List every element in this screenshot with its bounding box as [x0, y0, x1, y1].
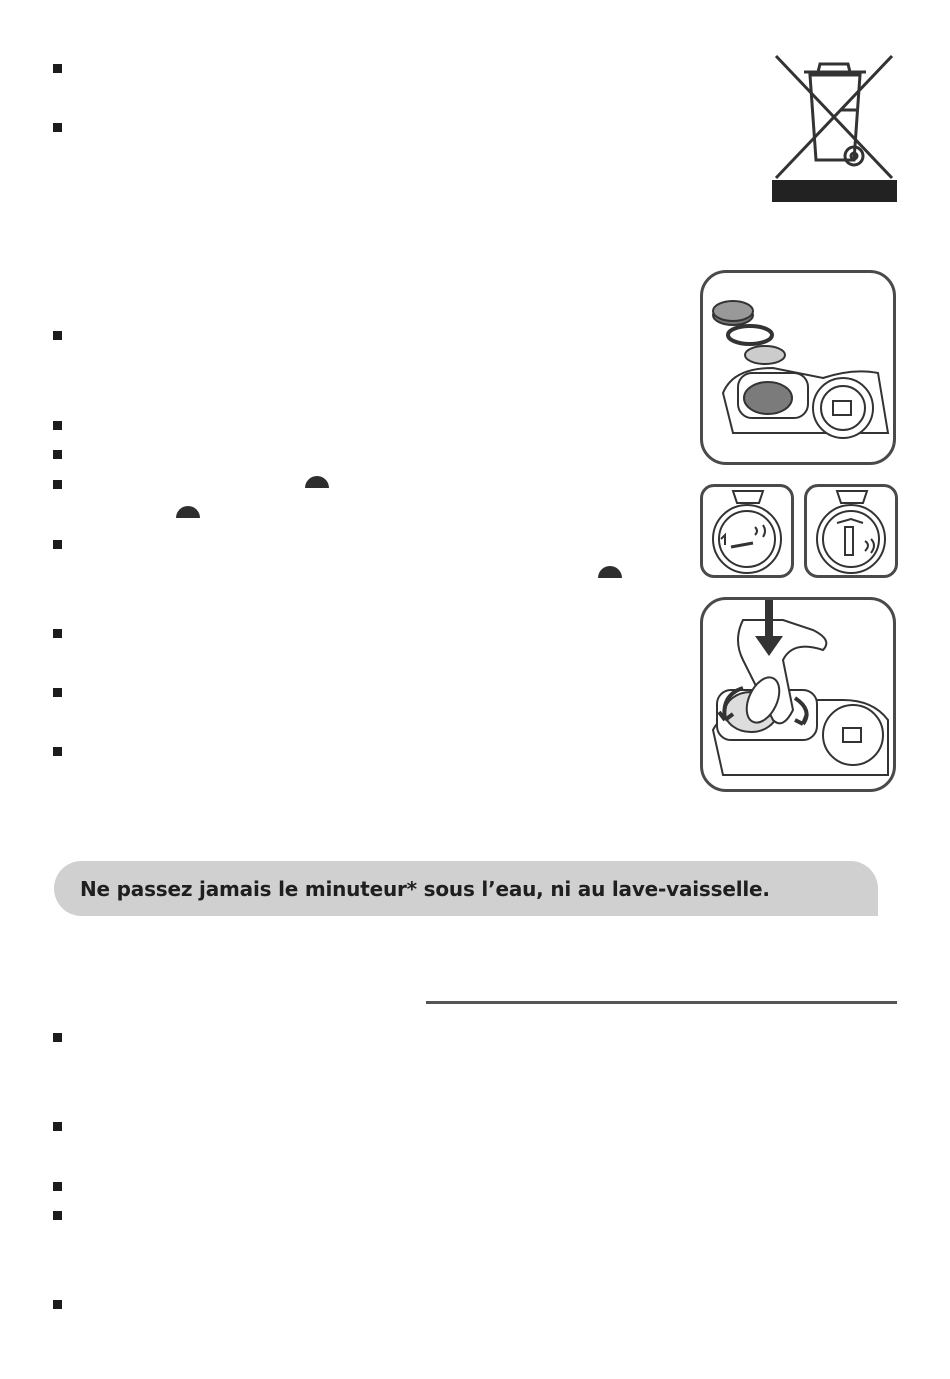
bullet-marker — [53, 123, 62, 132]
bullet-marker — [53, 331, 62, 340]
battery-compartment-illustration — [700, 270, 896, 465]
crossed-out-bin-icon — [770, 50, 898, 205]
step-marker-icon — [176, 506, 200, 518]
bullet-marker — [53, 688, 62, 697]
bullet-marker — [53, 1300, 62, 1309]
bullet-marker — [53, 64, 62, 73]
cover-rotation-illustration — [700, 597, 896, 792]
section-divider — [426, 1001, 897, 1004]
cover-open-illustration — [804, 484, 898, 578]
bullet-marker — [53, 1211, 62, 1220]
bullet-marker — [53, 421, 62, 430]
bullet-marker — [53, 1033, 62, 1042]
bullet-marker — [53, 1122, 62, 1131]
bullet-marker — [53, 450, 62, 459]
warning-banner — [54, 861, 878, 916]
cover-closed-illustration — [700, 484, 794, 578]
bullet-marker — [53, 629, 62, 638]
bullet-marker — [53, 747, 62, 756]
bullet-marker — [53, 1182, 62, 1191]
step-marker-icon — [305, 476, 329, 488]
warning-text: Ne passez jamais le minuteur* sous l’eau, ni au lave-vaisselle. — [80, 876, 770, 901]
bullet-marker — [53, 540, 62, 549]
step-marker-icon — [598, 566, 622, 578]
bullet-marker — [53, 480, 62, 489]
